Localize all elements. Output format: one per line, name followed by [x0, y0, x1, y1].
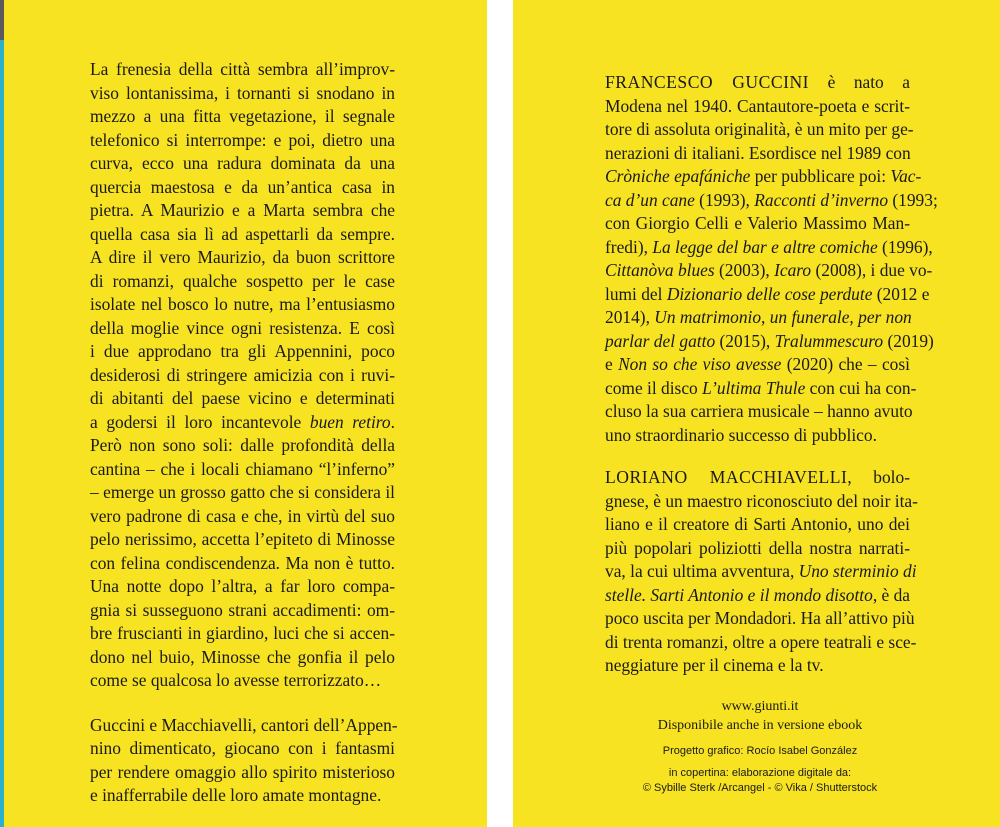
text-line: i due approdano tra gli Appennini, poco — [90, 341, 395, 361]
authors-closing-paragraph — [90, 714, 398, 808]
text-line: A dire il vero Maurizio, da buon scrittore — [90, 247, 395, 267]
text-line: e inafferrabile delle loro amate montagne. — [90, 785, 382, 805]
text-line: parlar del gatto (2015), Tralummescuro (2019) — [605, 330, 934, 351]
text-line: della moglie vince ogni resistenza. E così — [90, 317, 395, 338]
text-line: lumi del Dizionario delle cose perdute (2012 e — [605, 283, 930, 304]
text-line: gnese, è un maestro riconosciuto del noir ita- — [605, 490, 918, 511]
text-line: va, la cui ultima avventura, Uno sterminio di — [605, 561, 917, 581]
text-line: curva, ecco una radura dominata da una — [90, 153, 395, 173]
text-line: FRANCESCO GUCCINI è nato a — [605, 72, 911, 92]
macchiavelli-bio — [605, 466, 918, 678]
ebook-note: Disponibile anche in versione ebook — [657, 718, 863, 733]
text-line: mezzo a una fitta vegetazione, il segnale — [90, 106, 395, 126]
right-flap — [513, 0, 1000, 827]
text-line: gnia si susseguono strani accadimenti: om- — [90, 599, 395, 620]
text-line: telefonico si interrompe: e poi, dietro una — [90, 129, 395, 150]
publisher-footer — [605, 697, 915, 735]
text-line: a godersi il loro incantevole buen retiro. — [90, 411, 395, 432]
text-line: nino dimenticato, giocano con i fantasmi — [90, 738, 395, 758]
synopsis-paragraph — [90, 58, 395, 693]
text-line: di abitanti del paese vicino e determinati — [90, 388, 395, 408]
text-line: quercia maestosa e da un’antica casa in — [90, 176, 395, 197]
text-line: fredi), La legge del bar e altre comiche (1996), — [605, 236, 933, 257]
text-line: quella casa sia lì ad aspettarli da sempre. — [90, 223, 395, 244]
text-line: Cittanòva blues (2003), Icaro (2008), i due vo- — [605, 260, 933, 280]
text-line: di trenta romanzi, oltre a opere teatrali e sce- — [605, 631, 917, 652]
text-line: di romanzi, qualche sospetto per le case — [90, 270, 395, 291]
text-line: isolate nel bosco lo nutre, ma l’entusiasmo — [90, 294, 395, 314]
text-line: Però non sono soli: dalle profondità della — [90, 435, 395, 455]
guccini-bio — [605, 71, 938, 447]
text-line: pelo nerissimo, accetta l’epiteto di Minosse — [90, 529, 395, 549]
text-line: Cròniche epafániche per pubblicare poi: Vac- — [605, 166, 922, 186]
text-line: uno straordinario successo di pubblico. — [605, 424, 877, 445]
text-line: bre fruscianti in giardino, luci che si accen- — [90, 623, 395, 643]
credits — [605, 744, 915, 797]
text-line: viso lontanissima, i tornanti si snodano in — [90, 82, 395, 103]
text-line: nerazioni di italiani. Esordisce nel 1989 con — [605, 142, 911, 163]
text-line: come il disco L’ultima Thule con cui ha con- — [605, 377, 917, 398]
text-line: Guccini e Macchiavelli, cantori dell’Appen- — [90, 714, 398, 735]
text-line: LORIANO MACCHIAVELLI, bolo- — [605, 467, 910, 487]
text-line: neggiature per il cinema e la tv. — [605, 655, 824, 675]
text-line: per rendere omaggio allo spirito misterioso — [90, 761, 395, 782]
text-line: 2014), Un matrimonio, un funerale, per non — [605, 307, 912, 327]
text-line: con felina condiscendenza. Ma non è tutto. — [90, 552, 395, 573]
text-line: stelle. Sarti Antonio e il mondo disotto, è da — [605, 584, 910, 605]
text-line: Una notte dopo l’altra, a far loro compa- — [90, 576, 395, 596]
cover-credit-line2: © Sybille Sterk /Arcangel - © Vika / Shutterstock — [642, 782, 878, 794]
text-line: vero padrone di casa e che, in virtù del suo — [90, 505, 395, 526]
text-line: cantina – che i locali chiamano “l’inferno” — [90, 458, 395, 479]
text-line: – emerge un grosso gatto che si considera il — [90, 482, 395, 502]
text-line: liano e il creatore di Sarti Antonio, uno dei — [605, 514, 910, 534]
cover-credit-line1: in copertina: elaborazione digitale da: — [668, 766, 852, 779]
design-credit: Progetto grafico: Rocío Isabel González — [662, 745, 858, 757]
text-line: con Giorgio Celli e Valerio Massimo Man- — [605, 213, 910, 233]
website-link[interactable]: www.giunti.it — [721, 699, 799, 714]
left-flap — [4, 0, 487, 827]
text-line: più popolari poliziotti della nostra narrati- — [605, 537, 910, 558]
text-line: ca d’un cane (1993), Racconti d’inverno (1993; — [605, 189, 938, 210]
text-line: pietra. A Maurizio e a Marta sembra che — [90, 200, 395, 220]
text-line: Modena nel 1940. Cantautore-poeta e scrit- — [605, 95, 910, 116]
text-line: e Non so che viso avesse (2020) che – così — [605, 354, 910, 374]
text-line: poco uscita per Mondadori. Ha all’attivo più — [605, 608, 915, 628]
text-line: cluso la sua carriera musicale – hanno avuto — [605, 401, 913, 421]
text-line: La frenesia della città sembra all’improv- — [90, 59, 395, 79]
text-line: desiderosi di stringere amicizia con i ruvi- — [90, 364, 395, 385]
text-line: come se qualcosa lo avesse terrorizzato… — [90, 670, 382, 690]
text-line: dono nel buio, Minosse che gonfia il pelo — [90, 646, 395, 667]
text-line: tore di assoluta originalità, è un mito per ge- — [605, 119, 914, 139]
